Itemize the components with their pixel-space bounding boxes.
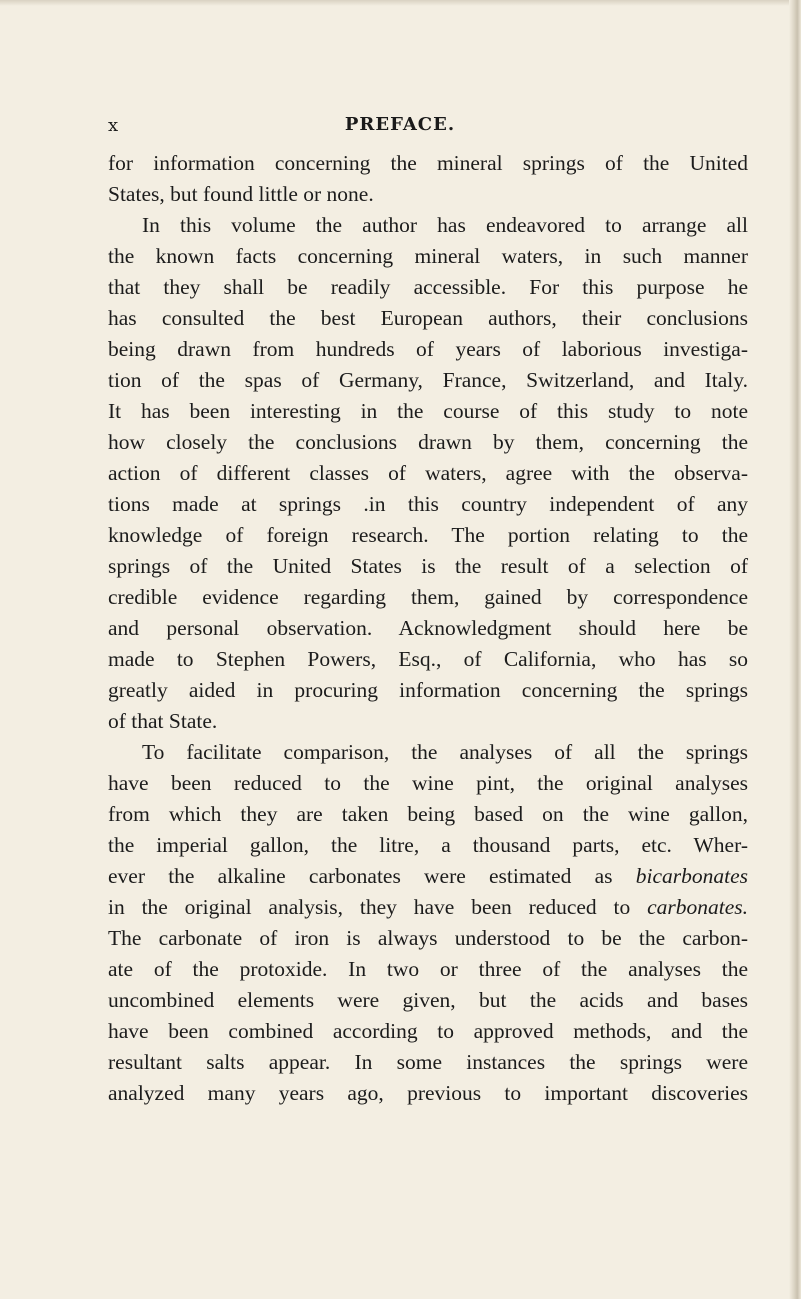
text-line: of that State. [108, 709, 218, 733]
text-line: made to Stephen Powers, Esq., of California, who has so [108, 647, 748, 671]
text-line: the imperial gallon, the litre, a thousand parts, etc. Wher- [108, 833, 748, 857]
page-top-edge [0, 0, 801, 6]
text-segment: in the original analysis, they have been reduced to [108, 895, 648, 919]
page-header [0, 114, 801, 138]
text-line: has consulted the best European authors, their conclusions [108, 306, 748, 330]
text-line: for information concerning the mineral springs of the United [108, 151, 748, 175]
text-line: have been combined according to approved methods, and the [108, 1019, 748, 1043]
text-line: from which they are taken being based on the wine gallon, [108, 802, 748, 826]
text-line-italic-term [108, 861, 748, 892]
text-line: In this volume the author has endeavored to arrange all [142, 213, 748, 237]
text-line: greatly aided in procuring information concerning the springs [108, 678, 748, 702]
text-line: tions made at springs .in this country independent of any [108, 492, 748, 516]
text-segment: ever the alkaline carbonates were estimated as [108, 864, 636, 888]
text-line: the known facts concerning mineral waters, in such manner [108, 244, 748, 268]
text-line: have been reduced to the wine pint, the original analyses [108, 771, 748, 795]
text-line: analyzed many years ago, previous to important discoveries [108, 1081, 748, 1105]
running-head: PREFACE. [344, 114, 456, 135]
italic-term: bicarbonates [635, 864, 748, 888]
text-line: and personal observation. Acknowledgment should here be [108, 616, 748, 640]
text-line: credible evidence regarding them, gained by correspondence [108, 585, 748, 609]
text-line: resultant salts appear. In some instances the springs were [108, 1050, 748, 1074]
text-line: States, but found little or none. [108, 182, 374, 206]
italic-term: carbonates. [647, 895, 748, 919]
text-line: ate of the protoxide. In two or three of the analyses the [108, 957, 748, 981]
text-line: tion of the spas of Germany, France, Switzerland, and Italy. [108, 368, 748, 392]
text-line: The carbonate of iron is always understood to be the carbon- [108, 926, 748, 950]
text-line: springs of the United States is the result of a selection of [108, 554, 748, 578]
page-number: x [108, 115, 119, 136]
text-line: that they shall be readily accessible. For this purpose he [108, 275, 748, 299]
text-line: To facilitate comparison, the analyses of all the springs [142, 740, 748, 764]
text-line: being drawn from hundreds of years of laborious investiga- [108, 337, 748, 361]
text-line: how closely the conclusions drawn by them, concerning the [108, 430, 748, 454]
body-text [108, 148, 748, 1109]
text-line: uncombined elements were given, but the acids and bases [108, 988, 748, 1012]
text-line: action of different classes of waters, agree with the observa- [108, 461, 748, 485]
text-line: knowledge of foreign research. The portion relating to the [108, 523, 748, 547]
page-right-edge [789, 0, 801, 1299]
text-line-italic-term [108, 892, 748, 923]
text-line: It has been interesting in the course of this study to note [108, 399, 748, 423]
